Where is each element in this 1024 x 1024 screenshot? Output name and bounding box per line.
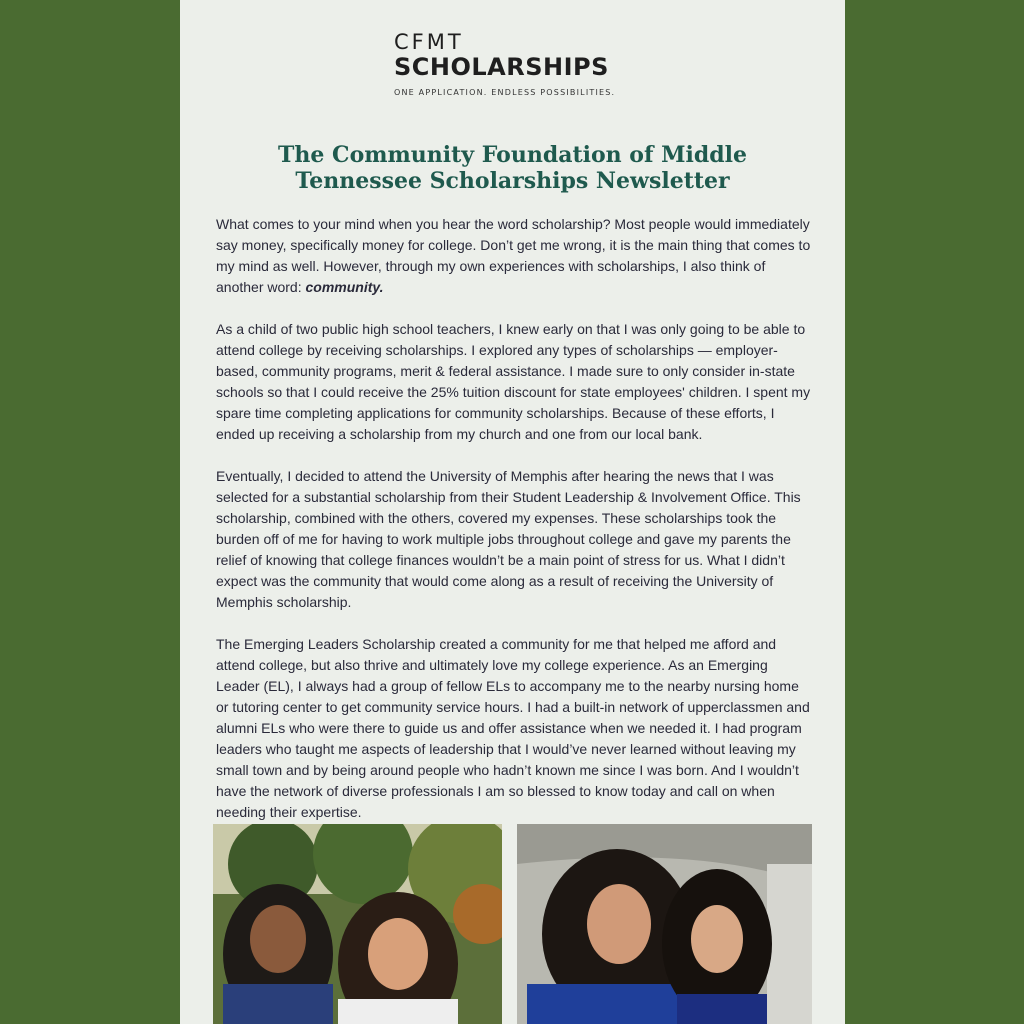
logo-line-2: SCHOLARSHIPS — [394, 53, 609, 81]
paragraph-1 — [216, 214, 812, 298]
paragraph-1-emphasis: community. — [305, 279, 384, 295]
cfmt-scholarships-logo[interactable] — [394, 30, 634, 100]
paragraph-3: Eventually, I decided to attend the University of Memphis after hearing the news that I was selected for a substantial scholarship from their Student Leadership & Involvement Office. This scholarship, combined with the others, covered my expenses. These scholarships took the burden off of me for having to work multiple jobs throughout college and gave my parents the relief of knowing that college finances wouldn’t be a main point of stress for us. What I didn’t expect was the community that would come along as a result of receiving the University of Memphis scholarship. — [216, 468, 801, 610]
paragraph-4: The Emerging Leaders Scholarship created a community for me that helped me afford and attend college, but also thrive and ultimately love my college experience. As an Emerging Leader (EL), I always had a group of fellow ELs to accompany me to the nearby nursing home or tutoring center to get community service hours. I had a built-in network of upperclassmen and alumni ELs who were there to guide us and offer assistance when we needed it. I had program leaders who taught me aspects of leadership that I would’ve never learned without leaving my small town and by being around people who hadn’t known me since I was born. And I wouldn’t have the network of diverse professionals I am so blessed to know today and call on when needing their expertise. — [216, 636, 810, 820]
paragraph-2: As a child of two public high school teachers, I knew early on that I was only going to be able to attend college by receiving scholarships. I explored any types of scholarships — employer-based, community programs, merit & federal assistance. I made sure to only consider in-state schools so that I could receive the 25% tuition discount for state employees' children. I spent my spare time completing applications for community scholarships. Because of these efforts, I ended up receiving a scholarship from my church and one from our local bank. — [216, 321, 811, 442]
photo-row — [213, 824, 812, 1024]
newsletter-title: The Community Foundation of Middle Tennessee Scholarships Newsletter — [278, 142, 747, 194]
logo-line-1: CFMT — [394, 30, 464, 54]
logo-tagline: ONE APPLICATION. ENDLESS POSSIBILITIES. — [394, 88, 616, 97]
photo-left — [213, 824, 502, 1024]
photo-right — [517, 824, 812, 1024]
newsletter-body — [180, 0, 845, 1024]
paragraph-1-text: What comes to your mind when you hear the word scholarship? Most people would immediately say money, specifically money for college. Don’t get me wrong, it is the main thing that comes to my mind as well. However, through my own experiences with scholarships, I also think of another word: — [216, 216, 811, 295]
article-text — [216, 214, 812, 844]
